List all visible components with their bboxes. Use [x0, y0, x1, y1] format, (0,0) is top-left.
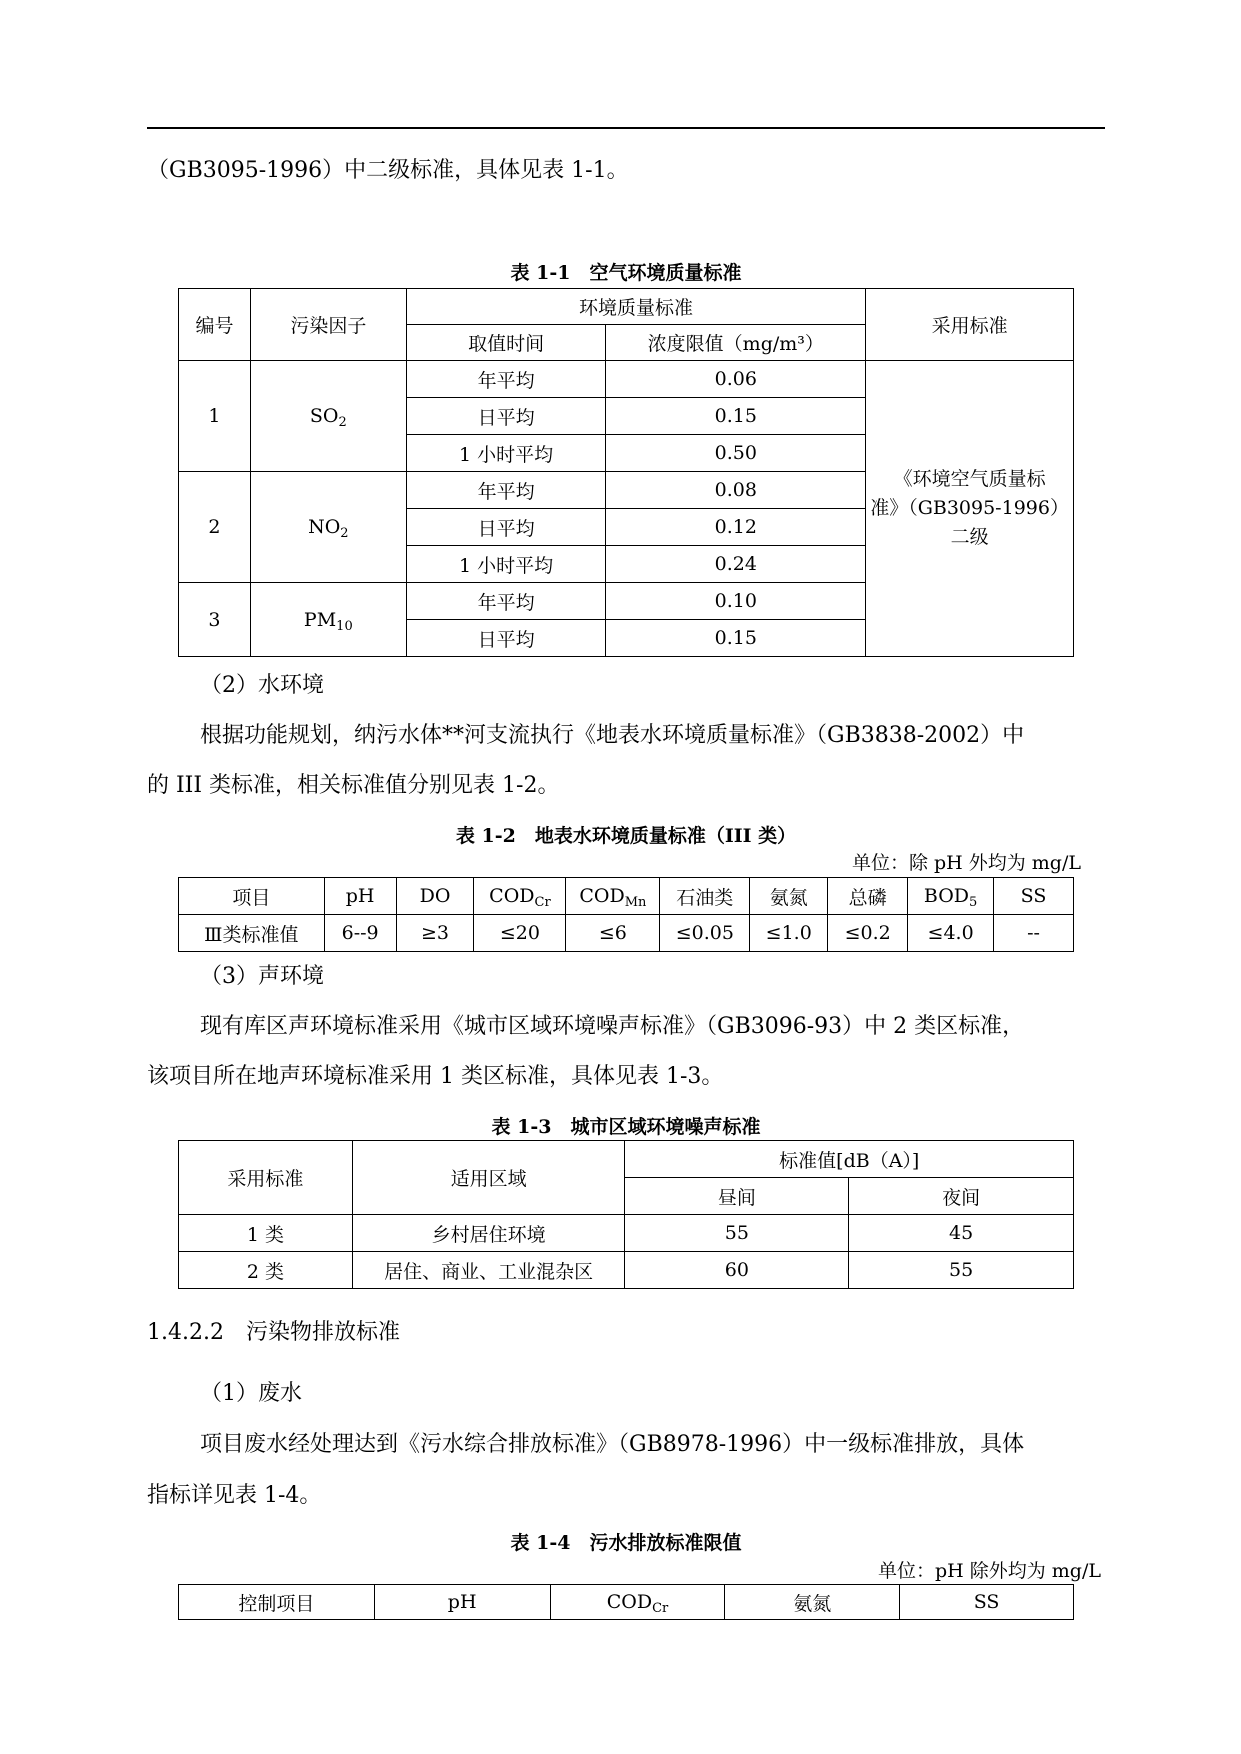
row-time: 年平均	[406, 361, 606, 398]
header-limit: 浓度限值（mg/m³）	[606, 325, 866, 361]
row-value: 0.06	[606, 361, 866, 398]
row-value: 0.24	[606, 546, 866, 583]
row-value: 0.12	[606, 509, 866, 546]
noise-para-1: 现有库区声环境标准采用《城市区域环境噪声标准》（GB3096-93）中 2 类区标准，	[200, 1014, 1025, 1039]
table2-unit: 单位：除 pH 外均为 mg/L	[851, 852, 1081, 874]
row-value: 0.10	[606, 583, 866, 620]
water-para-1: 根据功能规划，纳污水体**河支流执行《地表水环境质量标准》（GB3838-2002）中	[200, 723, 1025, 748]
section-wastewater: （1）废水	[200, 1381, 302, 1406]
row-time: 日平均	[406, 509, 606, 546]
table4-header-4: SS	[900, 1585, 1074, 1620]
group-factor: $NO_2$	[250, 472, 406, 583]
table1-caption: 表 1-1 空气环境质量标准	[510, 262, 742, 284]
row-time: 年平均	[406, 472, 606, 509]
row-time: 1 小时平均	[406, 546, 606, 583]
table4-header-1: pH	[374, 1585, 550, 1620]
section-noise: （3）声环境	[200, 964, 324, 989]
table2-header-3: $COD_{Cr}$	[474, 878, 566, 915]
table2-value-7: ≤0.2	[828, 915, 908, 952]
table2-header-9: SS	[994, 878, 1074, 915]
table2-header-2: DO	[396, 878, 474, 915]
row-day: 60	[625, 1252, 849, 1289]
noise-para-2: 该项目所在地声环境标准采用 1 类区标准，具体见表 1-3。	[147, 1064, 724, 1089]
row-day: 55	[625, 1215, 849, 1252]
surface-water-table	[178, 877, 1074, 952]
row-value: 0.15	[606, 398, 866, 435]
ww-para-1: 项目废水经处理达到《污水综合排放标准》（GB8978-1996）中一级标准排放，具体	[200, 1432, 1025, 1457]
header-area: 适用区域	[352, 1141, 625, 1215]
header-rule	[147, 127, 1105, 129]
table2-header-6: 氨氮	[750, 878, 828, 915]
group-no: 3	[179, 583, 251, 657]
row-time: 1 小时平均	[406, 435, 606, 472]
row-night: 45	[849, 1215, 1074, 1252]
table2-value-3: ≤20	[474, 915, 566, 952]
header-day: 昼间	[625, 1178, 849, 1215]
table2-header-7: 总磷	[828, 878, 908, 915]
table4-header-3: 氨氮	[725, 1585, 900, 1620]
table2-caption: 表 1-2 地表水环境质量标准（III 类）	[455, 825, 797, 847]
header-env-std: 环境质量标准	[406, 289, 865, 325]
header-time: 取值时间	[406, 325, 606, 361]
row-night: 55	[849, 1252, 1074, 1289]
row-area: 居住、商业、工业混杂区	[352, 1252, 625, 1289]
header-factor: 污染因子	[250, 289, 406, 361]
row-value: 0.15	[606, 620, 866, 657]
table4-header-2: $COD_{Cr}$	[550, 1585, 725, 1620]
group-factor: $SO_2$	[250, 361, 406, 472]
header-adopted: 采用标准	[179, 1141, 353, 1215]
header-std-value: 标准值[dB（A）]	[625, 1141, 1074, 1178]
row-time: 年平均	[406, 583, 606, 620]
table4-caption: 表 1-4 污水排放标准限值	[510, 1532, 742, 1554]
row-class: 2 类	[179, 1252, 353, 1289]
table3-caption: 表 1-3 城市区域环境噪声标准	[491, 1116, 761, 1138]
water-para-2: 的 III 类标准，相关标准值分别见表 1-2。	[147, 773, 560, 798]
group-factor: $PM_{10}$	[250, 583, 406, 657]
section-water: （2）水环境	[200, 673, 324, 698]
header-night: 夜间	[849, 1178, 1074, 1215]
row-area: 乡村居住环境	[352, 1215, 625, 1252]
intro-line: （GB3095-1996）中二级标准，具体见表 1-1。	[147, 158, 629, 183]
table2-value-1: 6--9	[324, 915, 396, 952]
row-value: 0.08	[606, 472, 866, 509]
heading-emission: 1.4.2.2 污染物排放标准	[147, 1320, 400, 1345]
wastewater-table	[178, 1584, 1074, 1620]
table4-header-0: 控制项目	[179, 1585, 375, 1620]
table2-value-5: ≤0.05	[660, 915, 750, 952]
table2-value-4: ≤6	[566, 915, 660, 952]
table2-header-8: $BOD_5$	[908, 878, 994, 915]
table4-unit: 单位：pH 除外均为 mg/L	[877, 1560, 1101, 1582]
noise-standard-table	[178, 1140, 1074, 1289]
table2-value-8: ≤4.0	[908, 915, 994, 952]
group-no: 1	[179, 361, 251, 472]
row-time: 日平均	[406, 620, 606, 657]
table2-value-2: ≥3	[396, 915, 474, 952]
table2-value-6: ≤1.0	[750, 915, 828, 952]
table2-header-5: 石油类	[660, 878, 750, 915]
row-class: 1 类	[179, 1215, 353, 1252]
table2-header-0: 项目	[179, 878, 325, 915]
air-quality-table	[178, 288, 1074, 657]
table2-value-0: Ⅲ类标准值	[179, 915, 325, 952]
row-value: 0.50	[606, 435, 866, 472]
table2-value-9: --	[994, 915, 1074, 952]
group-no: 2	[179, 472, 251, 583]
header-adopted: 采用标准	[866, 289, 1074, 361]
adopted-standard: 《环境空气质量标 准》（GB3095-1996） 二级	[866, 361, 1074, 657]
header-no: 编号	[179, 289, 251, 361]
table2-header-1: pH	[324, 878, 396, 915]
ww-para-2: 指标详见表 1-4。	[147, 1483, 322, 1508]
table2-header-4: $COD_{Mn}$	[566, 878, 660, 915]
row-time: 日平均	[406, 398, 606, 435]
